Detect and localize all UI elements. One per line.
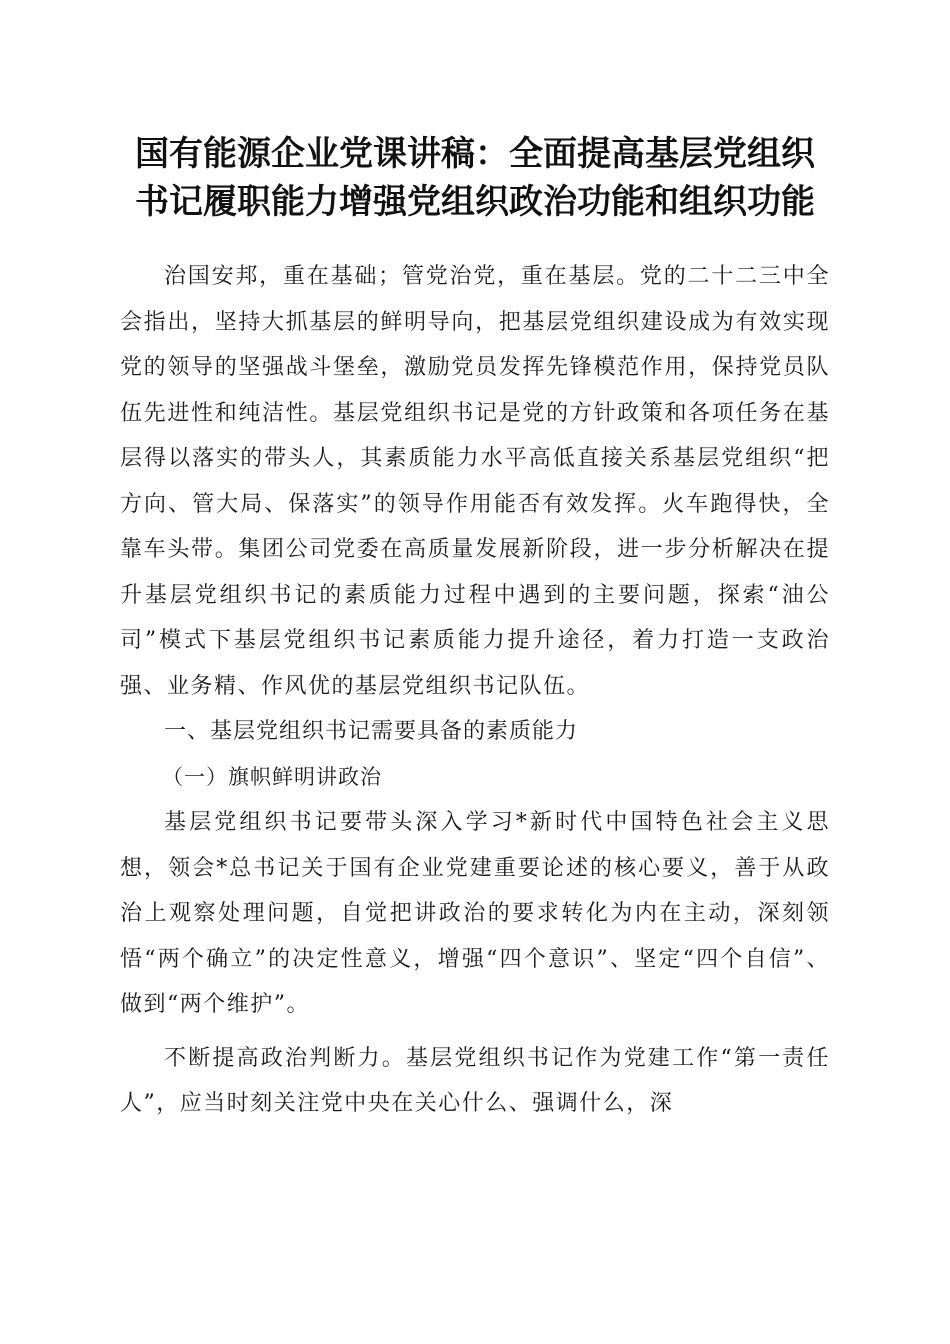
document-title [120,130,830,226]
paragraph-gap [120,1028,830,1036]
subsection-heading-1: （一）旗帜鲜明讲政治 [162,764,382,789]
title-line-2: 书记履职能力增强党组织政治功能和组织功能 [135,182,815,222]
section-heading-1: 一、基层党组织书记需要具备的素质能力 [164,719,579,744]
paragraph-judgment: 不断提高政治判断力。基层党组织书记作为党建工作“第一责任人”，应当时刻关注党中央在关心什么、强调什么，深 [120,1045,830,1116]
title-line-1: 国有能源企业党课讲稿：全面提高基层党组织 [135,134,815,174]
paragraph-intro: 治国安邦，重在基础；管党治党，重在基层。党的二十二三中全会指出，坚持大抓基层的鲜明导向，把基层党组织建设成为有效实现党的领导的坚强战斗堡垒，激励党员发挥先锋模范作用，保持党员队伍先进性和纯洁性。基层党组织书记是党的方针政策和各项任务在基层得以落实的带头人，其素质能力水平高低直接关系基层党组织“把方向、管大局、保落实”的领导作用能否有效发挥。火车跑得快，全靠车头带。集团公司党委在高质量发展新阶段，进一步分析解决在提升基层党组织书记的素质能力过程中遇到的主要问题，探索“油公司”模式下基层党组织书记素质能力提升途径，着力打造一支政治强、业务精、作风优的基层党组织书记队伍。 [120,264,830,699]
paragraph-politics: 基层党组织书记要带头深入学习*新时代中国特色社会主义思想，领会*总书记关于国有企业党建重要论述的核心要义，善于从政治上观察处理问题，自觉把讲政治的要求转化为内在主动，深刻领悟“两个确立”的决定性意义，增强“四个意识”、坚定“四个自信”、做到“两个维护”。 [120,810,831,1017]
